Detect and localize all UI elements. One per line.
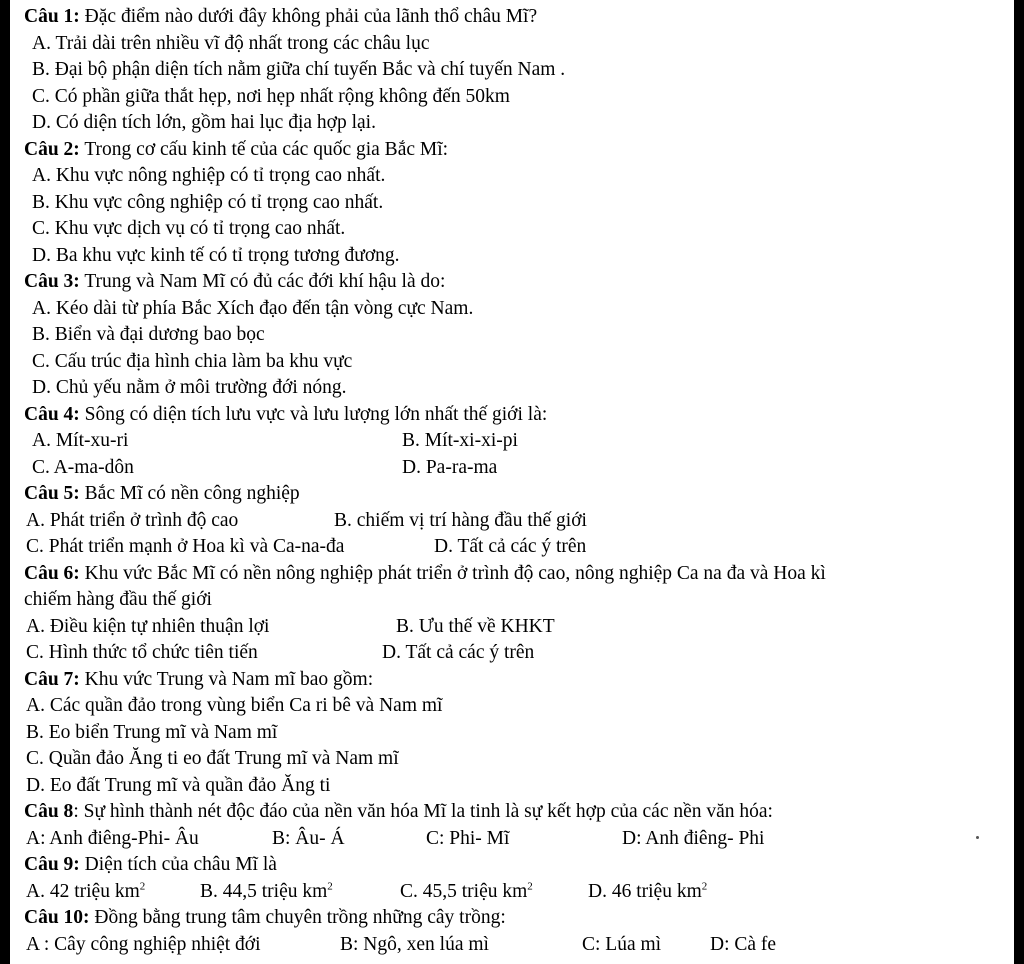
answer-option: B. 44,5 triệu $km^2$ xyxy=(200,880,333,902)
document-page xyxy=(10,0,1014,964)
answer-option: C. 45,5 triệu $km^2$ xyxy=(400,880,533,902)
answer-option: B: Âu- Á xyxy=(272,828,345,849)
answer-option: D. Ba khu vực kinh tế có tỉ trọng tương đương. xyxy=(32,245,400,266)
question-label: Câu 3: xyxy=(24,271,80,292)
question-label: Câu 7: xyxy=(24,669,80,690)
answer-option: B. chiếm vị trí hàng đầu thế giới xyxy=(334,510,587,531)
question-label: Câu 5: xyxy=(24,483,80,504)
answer-option: B. Eo biển Trung mĩ và Nam mĩ xyxy=(26,722,278,743)
answer-option: C. Có phần giữa thắt hẹp, nơi hẹp nhất rộng không đến 50km xyxy=(32,86,510,107)
question-5 xyxy=(24,482,300,506)
answer-option: C. Cấu trúc địa hình chia làm ba khu vực xyxy=(32,351,353,372)
answer-option: A: Anh điêng-Phi- Âu xyxy=(26,828,199,849)
question-1 xyxy=(24,5,537,29)
question-label: Câu 9: xyxy=(24,854,80,875)
answer-option: D. Pa-ra-ma xyxy=(402,457,498,478)
answer-option: B. Biển và đại dương bao bọc xyxy=(32,324,265,345)
answer-option: B. Mít-xi-xi-pi xyxy=(402,430,518,451)
answer-option: C. Quần đảo Ăng ti eo đất Trung mĩ và Nam mĩ xyxy=(26,748,399,769)
answer-option: C: Lúa mì xyxy=(582,934,662,955)
question-text: Trung và Nam Mĩ có đủ các đới khí hậu là do: xyxy=(79,271,446,292)
question-3 xyxy=(24,270,445,294)
answer-option: A. Phát triển ở trình độ cao xyxy=(26,510,239,531)
answer-option: C. A-ma-dôn xyxy=(32,457,134,478)
answer-option: D. Tất cả các ý trên xyxy=(434,536,587,557)
question-4 xyxy=(24,403,547,427)
question-10 xyxy=(24,906,506,930)
answer-option: A. Điều kiện tự nhiên thuận lợi xyxy=(26,616,270,637)
question-9 xyxy=(24,853,277,877)
question-text: Khu vức Bắc Mĩ có nền nông nghiệp phát triển ở trình độ cao, nông nghiệp Ca na đa và Hoa kì xyxy=(79,563,826,584)
answer-option: D. Eo đất Trung mĩ và quần đảo Ăng ti xyxy=(26,775,331,796)
answer-option: A. 42 triệu $km^2$ xyxy=(26,880,146,902)
answer-option: A. Khu vực nông nghiệp có tỉ trọng cao nhất. xyxy=(32,165,386,186)
answer-option: A : Cây công nghiệp nhiệt đới xyxy=(26,934,261,955)
answer-option: B. Khu vực công nghiệp có tỉ trọng cao nhất. xyxy=(32,192,384,213)
question-6-continued: chiếm hàng đầu thế giới xyxy=(24,589,212,610)
answer-option: A. Các quần đảo trong vùng biển Ca ri bê và Nam mĩ xyxy=(26,695,443,716)
question-text: Khu vức Trung và Nam mĩ bao gồm: xyxy=(79,669,374,690)
answer-option: D. 46 triệu $km^2$ xyxy=(588,880,708,902)
answer-option: B. Đại bộ phận diện tích nằm giữa chí tuyến Bắc và chí tuyến Nam . xyxy=(32,59,566,80)
question-7 xyxy=(24,668,373,692)
stray-dot xyxy=(976,836,979,839)
answer-option: B. Ưu thế về KHKT xyxy=(396,616,555,637)
answer-option: D: Anh điêng- Phi xyxy=(622,828,765,849)
answer-option: C: Phi- Mĩ xyxy=(426,828,510,849)
question-label: Câu 2: xyxy=(24,139,80,160)
answer-option: C. Khu vực dịch vụ có tỉ trọng cao nhất. xyxy=(32,218,346,239)
question-text: Diện tích của châu Mĩ là xyxy=(79,854,277,875)
answer-option: B: Ngô, xen lúa mì xyxy=(340,934,489,955)
question-label: Câu 6: xyxy=(24,563,80,584)
question-text: Đặc điểm nào dưới đây không phải của lãnh thổ châu Mĩ? xyxy=(79,6,538,27)
question-text: Bắc Mĩ có nền công nghiệp xyxy=(79,483,300,504)
question-6 xyxy=(24,562,826,586)
question-text: Trong cơ cấu kinh tế của các quốc gia Bắc Mĩ: xyxy=(79,139,449,160)
question-8 xyxy=(24,800,773,824)
answer-option: A. Trải dài trên nhiều vĩ độ nhất trong các châu lục xyxy=(32,33,430,54)
answer-option: D. Có diện tích lớn, gồm hai lục địa hợp lại. xyxy=(32,112,376,133)
question-label: Câu 4: xyxy=(24,404,80,425)
answer-option: D. Chủ yếu nằm ở môi trường đới nóng. xyxy=(32,377,347,398)
question-label: Câu 1: xyxy=(24,6,80,27)
question-2 xyxy=(24,138,448,162)
answer-option: C. Hình thức tổ chức tiên tiến xyxy=(26,642,258,663)
answer-option: A. Kéo dài từ phía Bắc Xích đạo đến tận vòng cực Nam. xyxy=(32,298,474,319)
question-text: : Sự hình thành nét độc đáo của nền văn hóa Mĩ la tinh là sự kết hợp của các nền văn hóa: xyxy=(73,801,773,822)
question-label: Câu 10: xyxy=(24,907,90,928)
question-text: Sông có diện tích lưu vực và lưu lượng lớn nhất thế giới là: xyxy=(79,404,548,425)
answer-option: D. Tất cả các ý trên xyxy=(382,642,535,663)
question-text: Đồng bằng trung tâm chuyên trồng những cây trồng: xyxy=(89,907,506,928)
answer-option: C. Phát triển mạnh ở Hoa kì và Ca-na-đa xyxy=(26,536,345,557)
question-label: Câu 8 xyxy=(24,801,74,822)
answer-option: A. Mít-xu-ri xyxy=(32,430,129,451)
answer-option: D: Cà fe xyxy=(710,934,777,955)
